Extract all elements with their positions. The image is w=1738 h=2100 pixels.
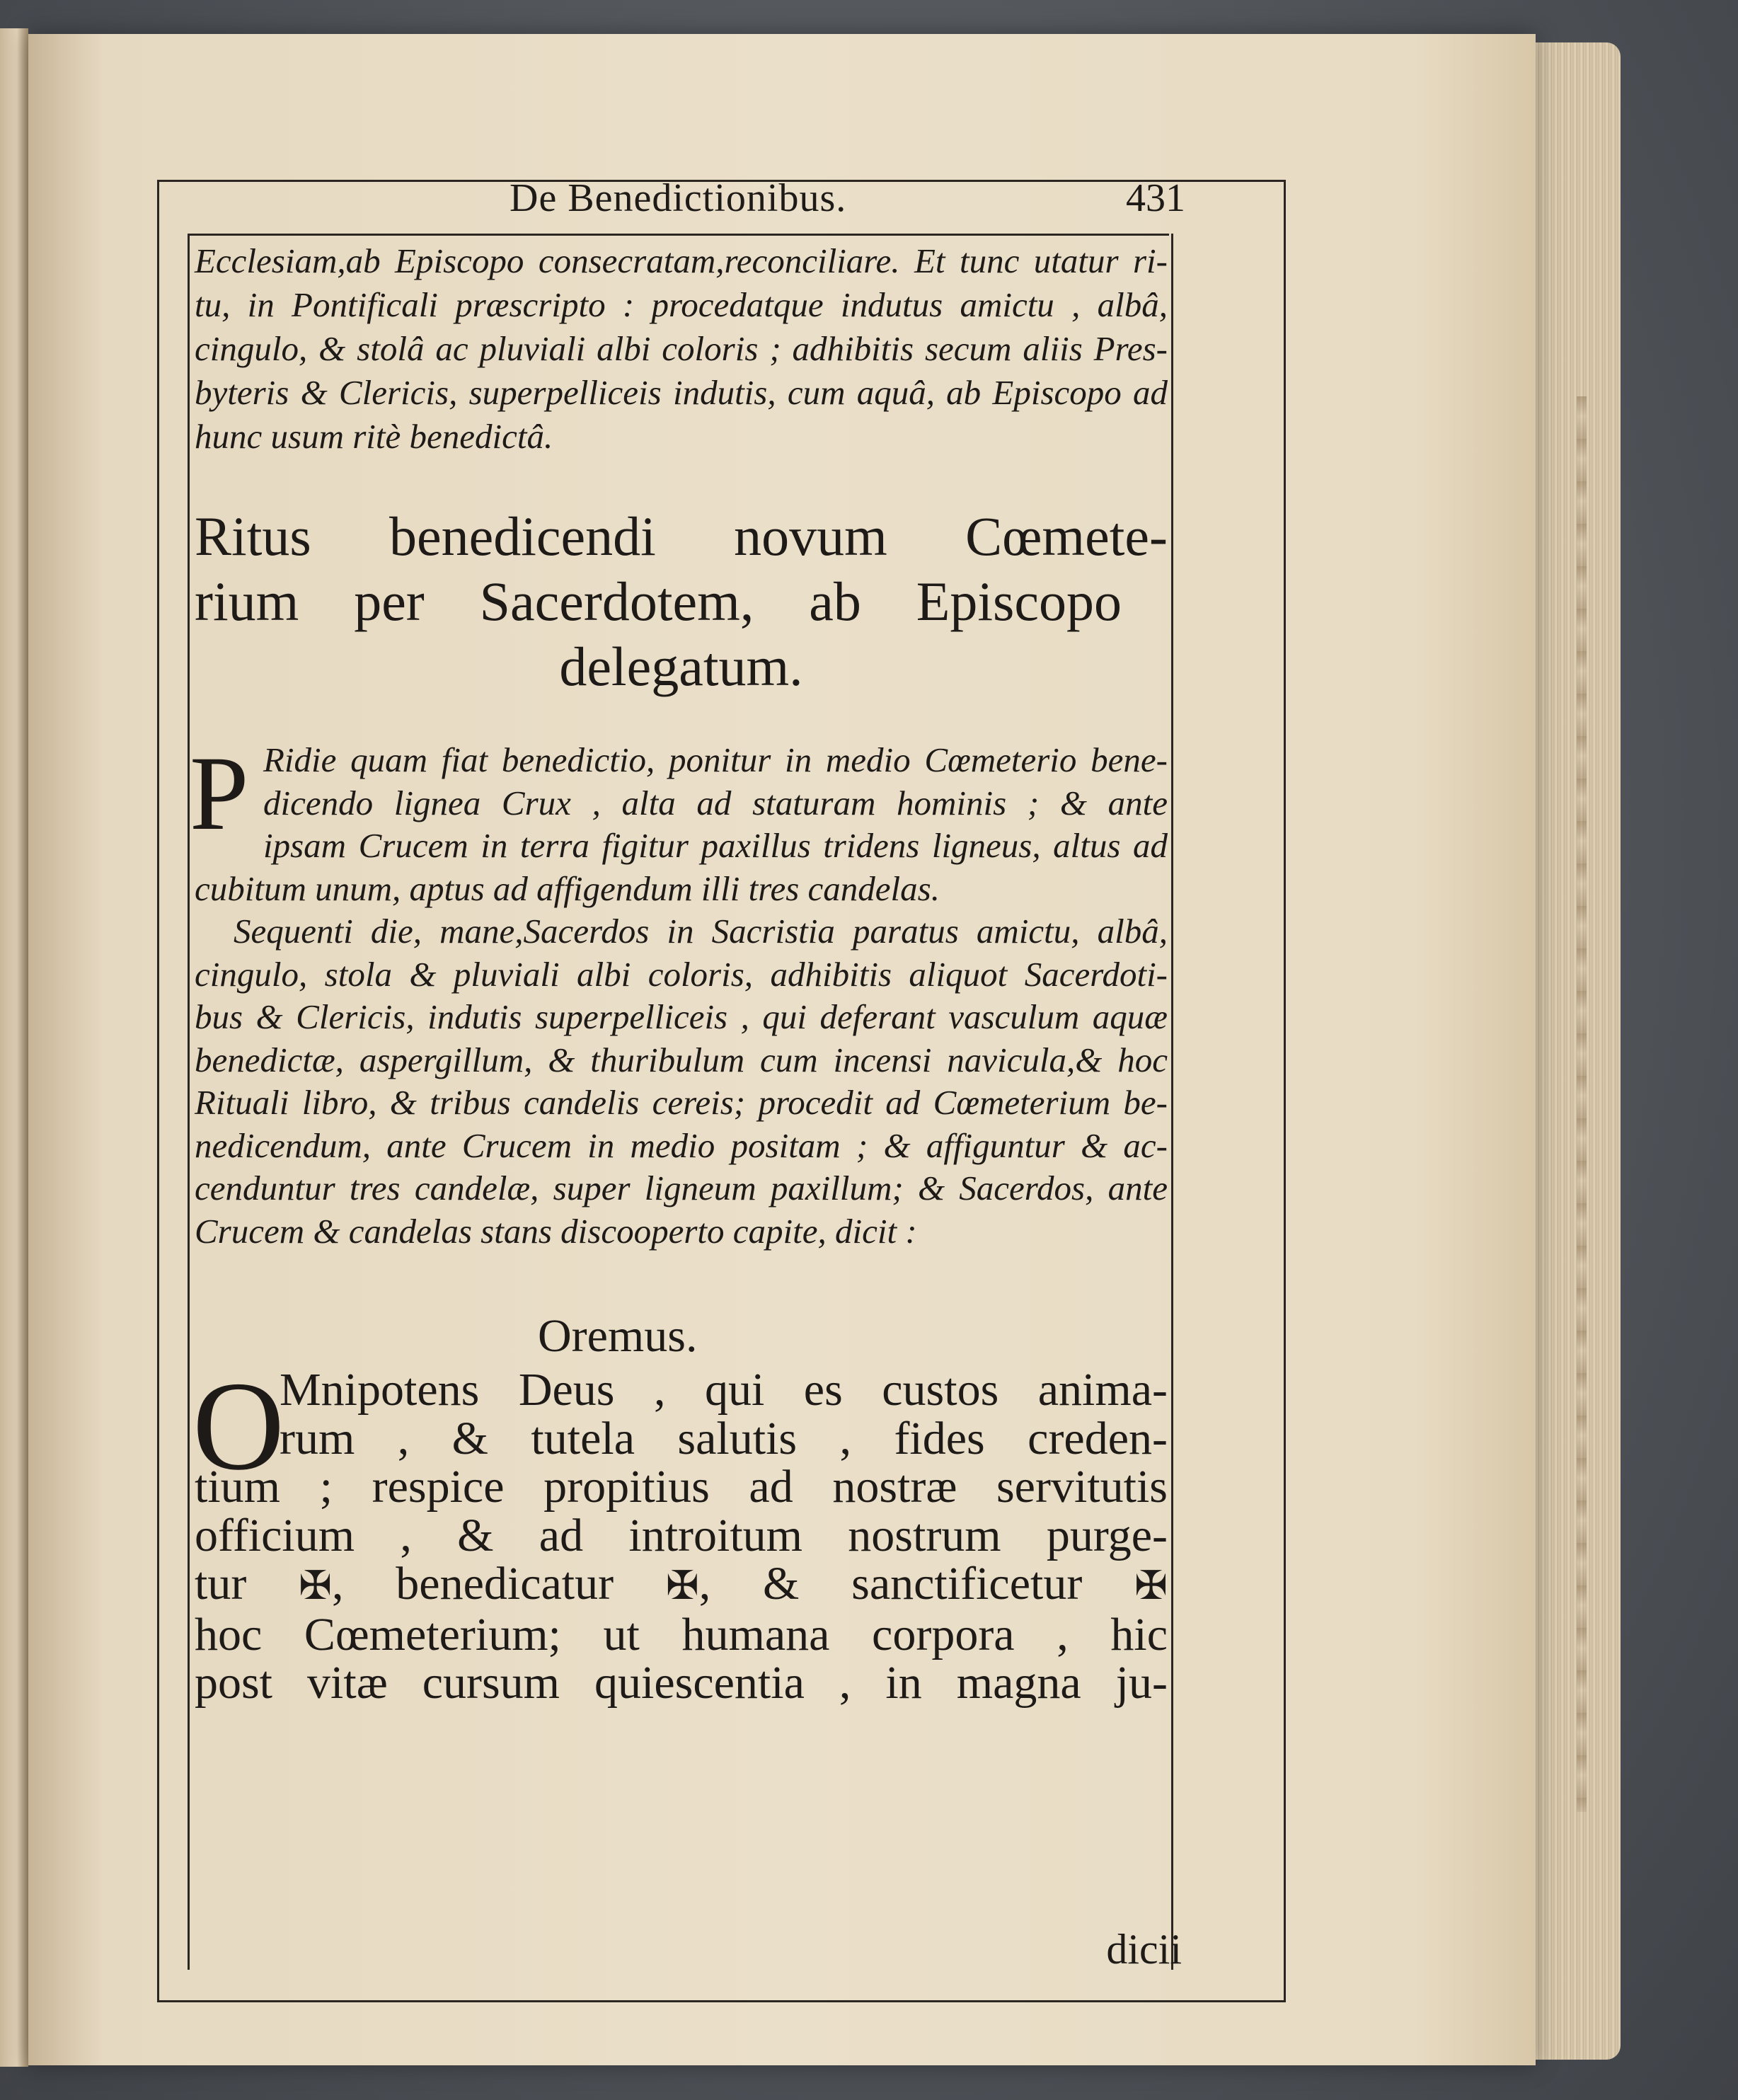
rubric-line: Sequenti die, mane,Sacerdos in Sacristia paratus amictu, albâ, <box>234 912 1168 951</box>
page-number: 431 <box>1126 176 1185 220</box>
rubric-line: Rituali libro, & tribus candelis cereis; procedit ad Cœmeterium be- <box>195 1083 1168 1122</box>
rubric-line: bus & Clericis, indutis superpelliceis , qui deferant vasculum aquæ <box>195 997 1168 1036</box>
prayer-line-crosses <box>195 1560 1168 1611</box>
drop-cap-p: P <box>190 735 249 852</box>
cross-icon: ✠ <box>665 1563 699 1609</box>
intro-line: byteris & Clericis, superpelliceis indutis, cum aquâ, ab Episcopo ad <box>195 373 1168 412</box>
fore-edge-staining <box>1577 396 1587 1812</box>
title-line: rium per Sacerdotem, ab Episcopo <box>195 570 1122 632</box>
rubric-line: nedicendum, ante Crucem in medio positam ; & affiguntur & ac- <box>195 1125 1168 1165</box>
intro-paragraph <box>195 239 1168 459</box>
rubric-line: cingulo, stola & pluviali albi coloris, adhibitis aliquot Sacerdoti- <box>195 954 1168 994</box>
rubric-line: benedictæ, aspergillum, & thuribulum cum incensi navicula,& hoc <box>195 1040 1168 1079</box>
intro-line: tu, in Pontificali præscripto : procedatque indutus amictu , albâ, <box>195 285 1168 324</box>
rubric-paragraph <box>195 739 1168 1253</box>
catchword: dicii <box>1106 1926 1182 1973</box>
rubric-line: cenduntur tres candelæ, super ligneum paxillum; & Sacerdos, ante <box>195 1169 1168 1207</box>
rubric-line: dicendo lignea Crux , alta ad staturam hominis ; & ante <box>263 783 1168 822</box>
intro-line: cingulo, & stolâ ac pluviali albi coloris ; adhibitis secum aliis Pres- <box>195 329 1168 368</box>
prayer-text <box>195 1366 1168 1708</box>
frame-rule-left <box>157 180 159 2000</box>
cross-icon: ✠ <box>1134 1563 1168 1609</box>
rubric-line: ipsam Crucem in terra figitur paxillus tridens ligneus, altus ad <box>263 826 1168 865</box>
frame-rule-bottom <box>157 2000 1286 2002</box>
prayer-word: , benedicatur <box>332 1558 614 1610</box>
prayer-line: post vitæ cursum quiescentia , in magna ju- <box>195 1657 1168 1709</box>
frame-rule-right <box>1284 180 1286 2000</box>
drop-cap-o: O <box>192 1355 284 1496</box>
title-line: Ritus benedicendi novum Cœmete- <box>195 505 1168 567</box>
running-head: De Benedictionibus. <box>510 176 847 220</box>
intro-line: Ecclesiam,ab Episcopo consecratam,reconciliare. Et tunc utatur ri- <box>195 241 1168 280</box>
rubric-line: Ridie quam fiat benedictio, ponitur in medio Cœmeterio bene- <box>263 740 1168 779</box>
prayer-word: tur <box>195 1558 247 1610</box>
prayer-line: hoc Cœmeterium; ut humana corpora , hic <box>195 1608 1168 1660</box>
title-line: delegatum. <box>559 636 803 697</box>
oremus-heading: Oremus. <box>538 1310 698 1362</box>
section-title <box>195 504 1168 699</box>
rubric-line: Crucem & candelas stans discooperto capite, dicit : <box>195 1211 917 1251</box>
prayer-word: , & sanctificetur <box>698 1558 1083 1610</box>
prayer-line: Mnipotens Deus , qui es custos anima- <box>280 1364 1168 1416</box>
rubric-line: cubitum unum, aptus ad affigendum illi tres candelas. <box>195 868 940 908</box>
prayer-line: rum , & tutela salutis , fides creden- <box>280 1412 1168 1464</box>
prayer-line: officium , & ad introitum nostrum purge- <box>195 1509 1168 1561</box>
facing-page-edge <box>0 28 28 2067</box>
prayer-line: tium ; respice propitius ad nostræ servitutis <box>195 1461 1168 1513</box>
cross-icon: ✠ <box>299 1563 333 1609</box>
intro-line: hunc usum ritè benedictâ. <box>195 417 553 456</box>
